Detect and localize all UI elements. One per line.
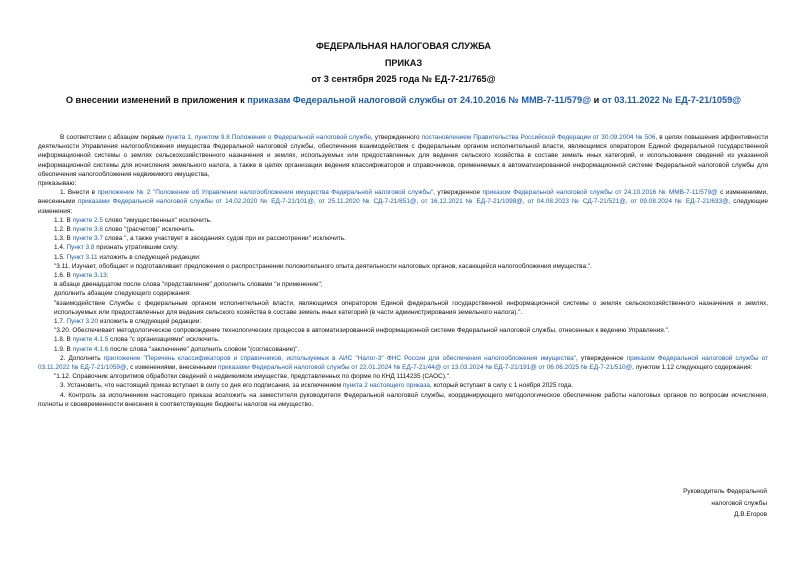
text: , с изменениями, внесенными — [126, 364, 218, 372]
item-1-6 — [38, 271, 768, 280]
quote-1-12: "1.12. Справочник алгоритмов обработки сведений о недвижимом имуществе, представленных по форме по КНД 1114235 (САОС).". — [54, 373, 451, 381]
link-p2-5[interactable]: пункте 2.5 — [72, 216, 103, 224]
prikazyvayu: приказываю: — [38, 180, 77, 188]
text: 1.1. В — [54, 216, 73, 224]
text: 2. Дополнить — [60, 354, 104, 362]
doc-title — [0, 95, 807, 105]
text: , в целях повышения эффективности деятельности Управления налогообложения имущества Федеральной налоговой службы, обеспечения взаимодействия с федеральным органом исполнительной власти, являющимся оператором Единой федеральной государственной информационной системы о землях сельскохозяйственного назначения и землях, используемых или предоставленных для ведения сельского хозяйства в составе земель иных категорий, и использования сведений из указанной информационной системы для исчисления земельного налога, а также в целях организации ведения классификаторов и справочников, применяемых в автоматизированной информационной системе Федеральной налоговой службы для обеспечения налогообложения недвижимого имущества, — [38, 134, 768, 178]
link-p3-8[interactable]: Пункт 3.8 — [66, 244, 95, 252]
item-3 — [38, 381, 768, 390]
text: 1.9. В — [54, 345, 73, 353]
text: 3. Установить, что настоящий приказ вступает в силу со дня его подписания, за исключением — [60, 382, 343, 390]
link-p4-1-5[interactable]: пункте 4.1.5 — [72, 336, 109, 344]
title-link-1059[interactable]: от 03.11.2022 № ЕД-7-21/1059@ — [601, 95, 742, 105]
item-1-6-a: в абзаце двенадцатом после слова "представление" дополнить словами "и применение"; — [54, 281, 323, 289]
signature-name: Д.В.Егоров — [734, 511, 767, 518]
item-1-1 — [38, 216, 768, 225]
text: , следующие изменения: — [38, 198, 768, 215]
text: изложить в следующей редакции: — [97, 253, 201, 261]
item-4: 4. Контроль за исполнением настоящего приказа возложить на заместителя руководителя Федеральной налоговой службы, координирующего методологическое обеспечение работы налоговых органов по вопросам исчисления, полноты и своевременности внесения в соответствующие бюджеты налогов на имущество. — [38, 391, 768, 408]
text: слова ", а также участвует в заседаниях судов при их рассмотрении" исключить. — [102, 235, 346, 243]
quote-3-20: "3.20. Обеспечивает методологическое сопровождение технологических процессов в автоматизированной информационной системе Федеральной налоговой службы, отнесенных к ведению Управления.". — [54, 327, 670, 335]
item-2 — [38, 354, 768, 372]
link-p2-order[interactable]: пункта 2 настоящего приказа — [342, 382, 430, 390]
text: , утвержденное — [575, 354, 627, 362]
signature-title-2: налоговой службы — [711, 499, 767, 507]
item-1-4 — [38, 243, 768, 252]
link-perechen[interactable]: приложение "Перечень классификаторов и справочников, используемых в АИС "Налог-3" ФНС России для обеспечения налогообложения имущества" — [103, 354, 576, 362]
text: 1.2. В — [54, 226, 73, 234]
link-p3-20[interactable]: Пункт 3.20 — [66, 318, 99, 326]
text: признать утратившим силу. — [94, 244, 179, 252]
text: 1.6. В — [54, 272, 73, 280]
item-1-7 — [38, 317, 768, 326]
text: слова "с организациями" исключить. — [108, 336, 220, 344]
text: с изменениями, внесенными — [38, 189, 768, 206]
link-prikaz-1059[interactable]: приказом Федеральной налоговой службы от 03.11.2022 № ЕД-7-21/1059@ — [38, 354, 769, 372]
item-1-6-b: дополнить абзацем следующего содержания: — [54, 290, 191, 298]
link-prikazy-amendments[interactable]: приказами Федеральной налоговой службы от 14.02.2020 № ЕД-7-21/101@, от 25.11.2020 № СД-7-21/851@, от 16.12.2021 № ЕД-7-21/1098@, от 04.08.2023 № СД-7-21/521@, от 09.08.2024 № ЕД-7-21/633@ — [78, 198, 729, 206]
link-prikaz-579[interactable]: приказом Федеральной налоговой службы от 24.10.2016 № ММВ-7-11/579@ — [482, 189, 718, 197]
item-1-5 — [38, 253, 768, 262]
title-link-579[interactable]: приказам Федеральной налоговой службы от 24.10.2016 № ММВ-7-11/579@ — [247, 95, 592, 105]
signature-block — [683, 486, 767, 521]
text: после слова "заключение" дополнить словом "(согласование)". — [108, 345, 300, 353]
doc-title-text: и — [591, 95, 602, 105]
quote-3-11: "3.11. Изучает, обобщает и подготавливает предложения о распространении положительного опыта деятельности налоговых органов, касающейся налогообложения имущества.". — [54, 262, 592, 270]
text: , пунктом 1.12 следующего содержания: — [632, 364, 753, 372]
text: 1.5. — [54, 253, 67, 261]
link-postanovlenie[interactable]: постановлением Правительства Российской Федерации от 30.09.2004 № 506 — [421, 134, 656, 141]
item-1 — [38, 188, 768, 216]
text: 1.7. — [54, 318, 67, 326]
link-p4-1-6[interactable]: пункте 4.1.6 — [72, 345, 109, 353]
text: 1.8. В — [54, 336, 73, 344]
text: слово "(расчетов)" исключить. — [102, 226, 195, 234]
link-prikazy-2024-2025[interactable]: приказами Федеральной налоговой службы от 22.01.2024 № ЕД-7-21/44@ от 13.03.2024 № ЕД-7-21/191@ от 06.06.2025 № ЕД-7-21/510@ — [217, 364, 633, 372]
agency-name: ФЕДЕРАЛЬНАЯ НАЛОГОВАЯ СЛУЖБА — [315, 41, 492, 51]
link-p3-6[interactable]: пункте 3.6 — [72, 226, 103, 234]
text: 1.4. — [54, 244, 67, 252]
item-1-9 — [38, 345, 768, 354]
doc-date-number: от 3 сентября 2025 года № ЕД-7-21/765@ — [311, 74, 496, 84]
text: 1.3. В — [54, 235, 73, 243]
text: 1. Внести в — [60, 189, 98, 197]
signature-title-1: Руководитель Федеральной — [683, 488, 767, 495]
doc-title-text: О внесении изменений в приложения к — [65, 95, 248, 105]
text: , утвержденное — [433, 189, 483, 197]
text: В соответствии с абзацем первым — [60, 134, 166, 141]
text: слово "имущественных" исключить. — [102, 216, 212, 224]
doc-type: ПРИКАЗ — [384, 58, 423, 68]
link-prilozhenie-2[interactable]: приложение № 2 "Положение об Управлении налогообложения имущества Федеральной налоговой службы" — [97, 189, 434, 197]
link-p3-11[interactable]: Пункт 3.11 — [66, 253, 98, 261]
quote-3-13: "взаимодействие Службы с федеральным органом исполнительной власти, являющимся оператором Единой федеральной государственной информационной системы о землях сельскохозяйственного назначения и землях, используемых или предоставленных для ведения сельского хозяйства в составе земель иных категорий (в части администрирования земельного налога).". — [54, 299, 768, 316]
item-1-3 — [38, 234, 768, 243]
item-1-8 — [38, 335, 768, 344]
link-p3-13[interactable]: пункте 3.13 — [72, 272, 107, 280]
text: изложить в следующей редакции: — [98, 318, 202, 326]
link-polozhenie[interactable]: пункта 1, пунктом 9.8 Положения о Федеральной налоговой службе — [165, 134, 371, 141]
item-1-2 — [38, 225, 768, 234]
document-body — [38, 133, 768, 409]
intro-paragraph — [38, 133, 768, 179]
text: , утвержденного — [370, 134, 422, 141]
link-p3-7[interactable]: пункте 3.7 — [72, 235, 103, 243]
text: : — [106, 272, 109, 280]
text: , который вступает в силу с 1 ноября 2025 года. — [429, 382, 574, 390]
